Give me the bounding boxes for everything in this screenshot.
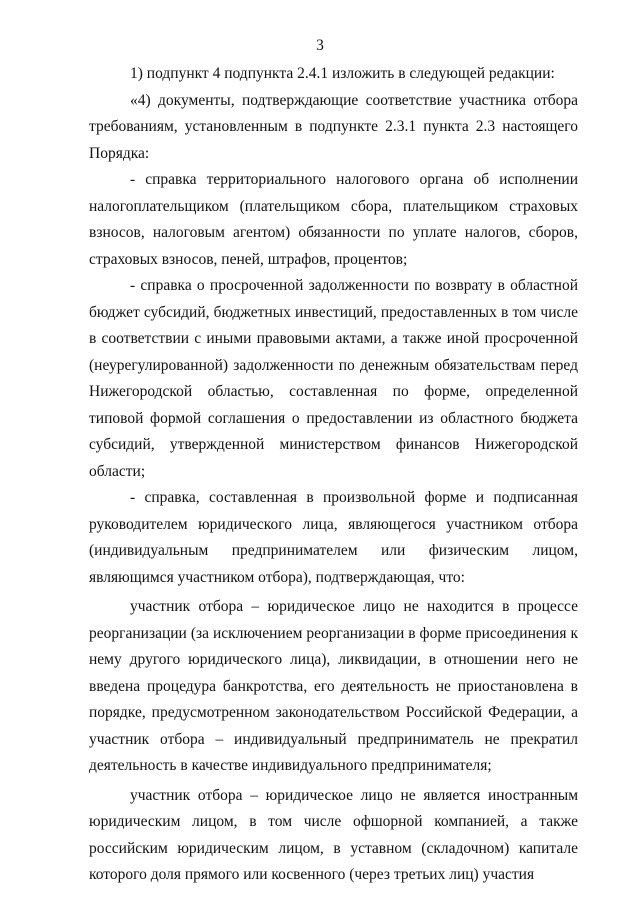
page-number: 3 — [316, 37, 324, 54]
paragraph-debt-certificate: - справка о просроченной задолженности по возврату в областной бюджет субсидий, бюджетных инвестиций, предоставленных в том числе в соответствии с иными правовыми актами, а также иной просроченной (неурегулированной) задолженности по денежным обязательствам перед Нижегородской областью, составленная по форме, определенной типовой формой соглашения о предоставлении из областного бюджета субсидий, утвержденной министерством финансов Нижегородской области; — [89, 277, 578, 480]
document-body — [89, 61, 578, 889]
paragraph-foreign-entity: участник отбора – юридическое лицо не является иностранным юридическим лицом, в том числе офшорной компанией, а также российским юридическим лицом, в уставном (складочном) капитале которого доля прямого или косвенного (через третьих лиц) участия — [89, 786, 578, 883]
paragraph-reorganization: участник отбора – юридическое лицо не находится в процессе реорганизации (за исключением реорганизации в форме присоединения к нему другого юридического лица), ликвидации, в отношении него не введена процедура банкротства, его деятельность не приостановлена в порядке, предусмотренном законодательством Российской Федерации, а участник отбора – индивидуальный предприниматель не прекратил деятельность в качестве индивидуального предпринимателя; — [89, 598, 578, 774]
paragraph-documents-list: «4) документы, подтверждающие соответствие участника отбора требованиям, установленным в подпункте 2.3.1 пункта 2.3 настоящего Порядка: — [89, 91, 578, 162]
paragraph-amendment-intro: 1) подпункт 4 подпункта 2.4.1 изложить в следующей редакции: — [130, 65, 555, 82]
paragraph-free-form-certificate: - справка, составленная в произвольной форме и подписанная руководителем юридического лица, являющегося участником отбора (индивидуальным предпринимателем или физическим лицом, являющимся участником отбора), подтверждающая, что: — [89, 489, 578, 586]
paragraph-tax-certificate: - справка территориального налогового органа об исполнении налогоплательщиком (плательщиком сбора, плательщиком страховых взносов, налоговым агентом) обязанности по уплате налогов, сборов, страховых взносов, пеней, штрафов, процентов; — [89, 171, 578, 268]
